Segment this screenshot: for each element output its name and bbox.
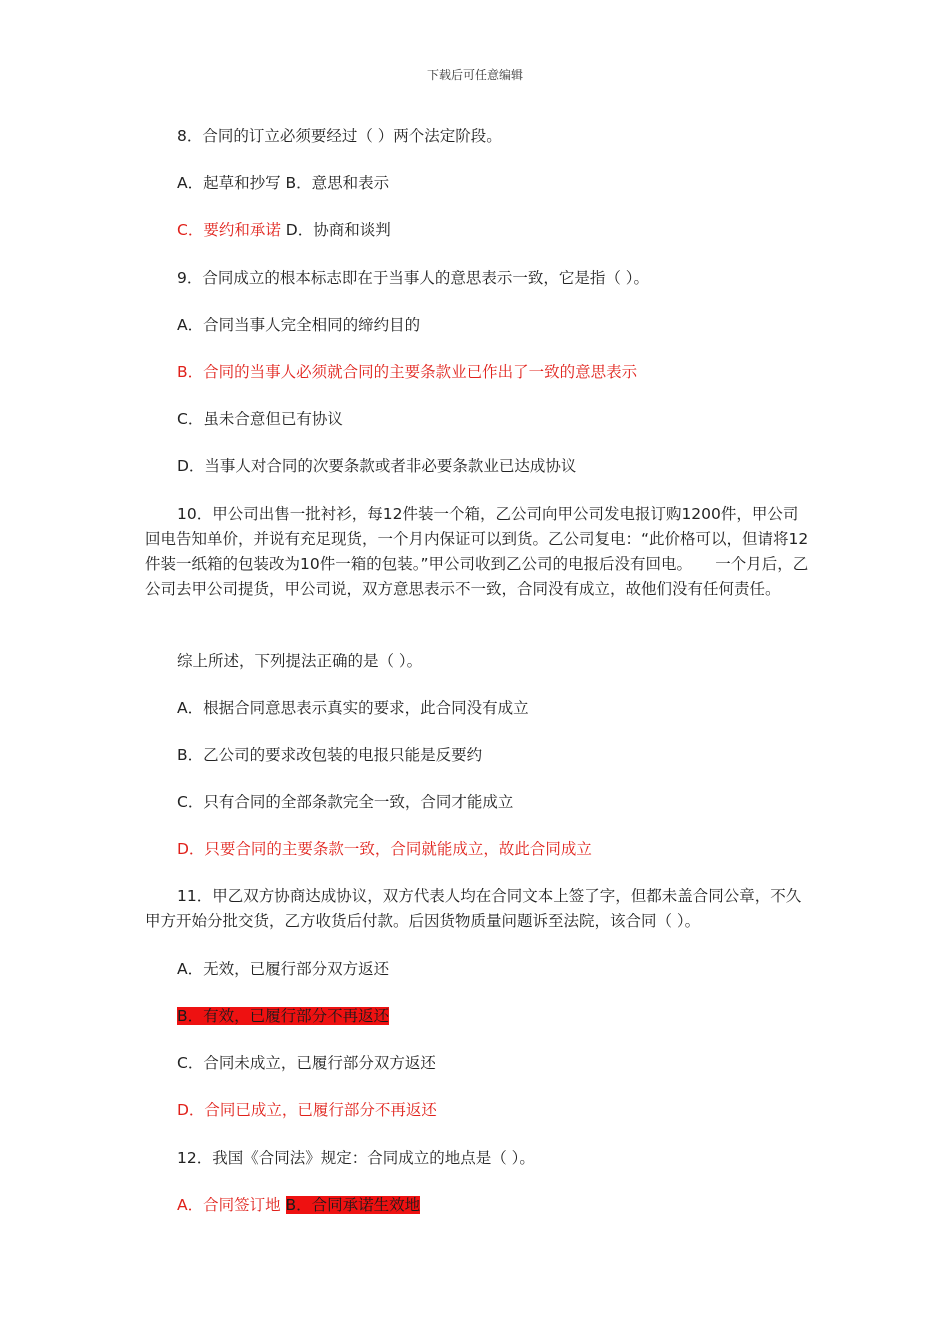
question-8-options-cd bbox=[177, 219, 391, 241]
question-11-option-c: C．合同未成立，已履行部分双方返还 bbox=[177, 1054, 436, 1072]
question-9-option-c: C．虽未合意但已有协议 bbox=[177, 410, 343, 428]
question-8-stem: 8．合同的订立必须要经过（ ）两个法定阶段。 bbox=[177, 127, 502, 145]
question-10-option-a: A．根据合同意思表示真实的要求，此合同没有成立 bbox=[177, 699, 529, 717]
question-10-option-b: B．乙公司的要求改包装的电报只能是反要约 bbox=[177, 746, 483, 764]
question-12-stem: 12．我国《合同法》规定：合同成立的地点是（ ）。 bbox=[177, 1149, 535, 1167]
question-8-option-d: D．协商和谈判 bbox=[280, 221, 391, 239]
question-11-stem: 11．甲乙双方协商达成协议，双方代表人均在合同文本上签了字，但都未盖合同公章，不久甲方开始分批交货，乙方收货后付款。后因货物质量问题诉至法院，该合同（ ）。 bbox=[145, 887, 802, 930]
question-9-stem: 9．合同成立的根本标志即在于当事人的意思表示一致，它是指（ ）。 bbox=[177, 269, 650, 287]
question-9-option-b-answer: B．合同的当事人必须就合同的主要条款业已作出了一致的意思表示 bbox=[177, 363, 638, 381]
question-10-option-c: C．只有合同的全部条款完全一致，合同才能成立 bbox=[177, 793, 514, 811]
question-11-option-a: A．无效，已履行部分双方返还 bbox=[177, 960, 390, 978]
question-11-option-b-answer bbox=[177, 1005, 389, 1027]
question-12-option-a-answer: A．合同签订地 bbox=[177, 1196, 281, 1214]
question-8-option-c-answer: C．要约和承诺 bbox=[177, 221, 281, 239]
question-10-question: 综上所述，下列提法正确的是（ ）。 bbox=[177, 652, 423, 670]
question-11-option-b-highlight: B．有效，已履行部分不再返还 bbox=[177, 1007, 390, 1025]
question-9-option-d: D．当事人对合同的次要条款或者非必要条款业已达成协议 bbox=[177, 457, 577, 475]
question-12-options bbox=[177, 1194, 420, 1216]
question-12-option-b-highlight: B．合同承诺生效地 bbox=[285, 1196, 421, 1214]
question-9-option-a: A．合同当事人完全相同的缔约目的 bbox=[177, 316, 421, 334]
question-10-option-d-answer: D．只要合同的主要条款一致，合同就能成立，故此合同成立 bbox=[177, 840, 592, 858]
question-11-option-d-answer: D．合同已成立，已履行部分不再返还 bbox=[177, 1101, 437, 1119]
page-header: 下载后可任意编辑 bbox=[426, 68, 523, 82]
question-10-stem: 10．甲公司出售一批衬衫，每12件装一个箱，乙公司向甲公司发电报订购1200件，甲公司回电告知单价，并说有充足现货，一个月内保证可以到货。乙公司复电：“此价格可以，但请将12件装一纸箱的包装改为10件一箱的包装。”甲公司收到乙公司的电报后没有回电。 一个月后，乙公司去甲公司提货，甲公司说，双方意思表示不一致，合同没有成立，故他们没有任何责任。 bbox=[145, 505, 809, 598]
question-8-options-ab: A．起草和抄写 B．意思和表示 bbox=[177, 174, 390, 192]
